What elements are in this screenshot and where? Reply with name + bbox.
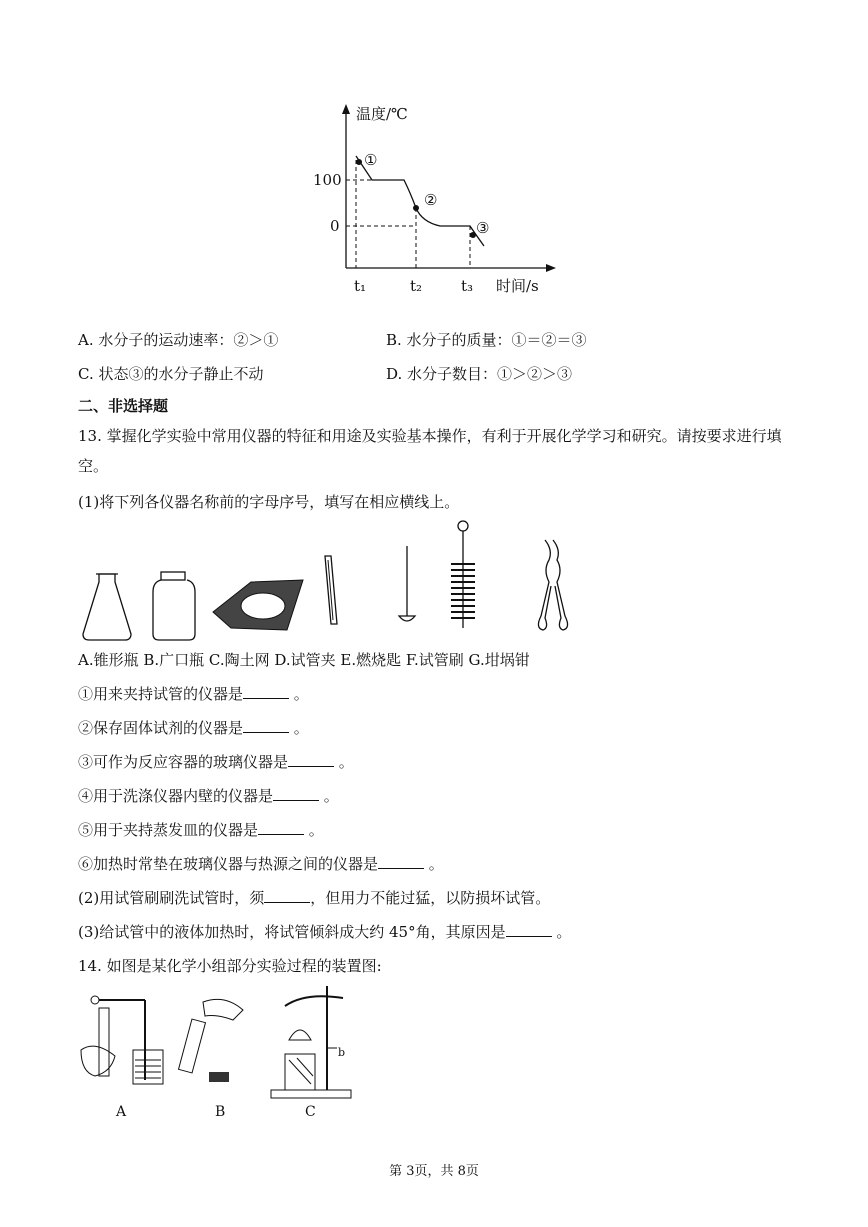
answer-blank[interactable] [243,718,289,733]
answer-blank[interactable] [273,786,319,801]
option-d: D. 水分子数目：①＞②＞③ [386,365,573,383]
q13-part1: (1)将下列各仪器名称前的字母序号，填写在相应横线上。 [78,493,460,511]
chart-x-label: 时间/s [496,277,539,295]
apparatus-label-a: A [116,1104,127,1120]
instruments-illustration [75,520,595,648]
chart-x-tick-t2: t₂ [410,277,423,295]
q14-stem: 14. 如图是某化学小组部分实验过程的装置图: [78,957,382,975]
q13-item-6: ⑥加热时常垫在玻璃仪器与热源之间的仪器是 。 [78,855,444,873]
q13-item-2: ②保存固体试剂的仪器是 。 [78,719,309,737]
q13-item-5: ⑤用于夹持蒸发皿的仪器是 。 [78,821,324,839]
q13-part3: (3)给试管中的液体加热时，将试管倾斜成大约 45°角，其原因是 。 [78,923,572,941]
apparatus-illustration [75,980,385,1110]
q13-item-4: ④用于洗涤仪器内壁的仪器是 。 [78,787,339,805]
q13-stem-line1: 13. 掌握化学实验中常用仪器的特征和用途及实验基本操作，有利于开展化学学习和研究。请按要求进行填 [78,427,782,445]
chart-marker-2: ② [424,191,438,209]
instruments-caption: A.锥形瓶 B.广口瓶 C.陶土网 D.试管夹 E.燃烧匙 F.试管刷 G.坩埚钳 [78,651,530,669]
apparatus-label-b: B [215,1104,226,1120]
page-footer: 第 3页，共 8页 [389,1164,479,1179]
q13-stem-line2: 空。 [78,457,109,475]
section-title: 二、非选择题 [78,397,169,415]
answer-blank[interactable] [258,820,304,835]
apparatus-label-b-small: b [338,1046,346,1059]
q13-part2: (2)用试管刷刷洗试管时，须 ，但用力不能过猛，以防损坏试管。 [78,889,551,907]
option-a: A. 水分子的运动速率：②＞① [78,331,279,349]
chart-y-tick-100: 100 [313,171,342,189]
chart-marker-1: ① [364,151,378,169]
answer-blank[interactable] [378,854,424,869]
chart-x-tick-t3: t₃ [461,277,474,295]
apparatus-label-c: C [305,1104,316,1120]
chart-y-label: 温度/℃ [356,105,408,123]
answer-blank[interactable] [288,752,334,767]
answer-blank[interactable] [243,684,289,699]
chart-x-tick-t1: t₁ [354,277,367,295]
answer-blank[interactable] [264,888,310,903]
answer-blank[interactable] [506,922,552,937]
q13-item-3: ③可作为反应容器的玻璃仪器是 。 [78,753,354,771]
chart-y-tick-0: 0 [330,217,340,235]
q13-item-1: ①用来夹持试管的仪器是 。 [78,685,309,703]
temperature-time-chart [330,100,570,300]
option-b: B. 水分子的质量：①＝②＝③ [386,331,587,349]
chart-marker-3: ③ [476,219,490,237]
option-c: C. 状态③的水分子静止不动 [78,365,264,383]
